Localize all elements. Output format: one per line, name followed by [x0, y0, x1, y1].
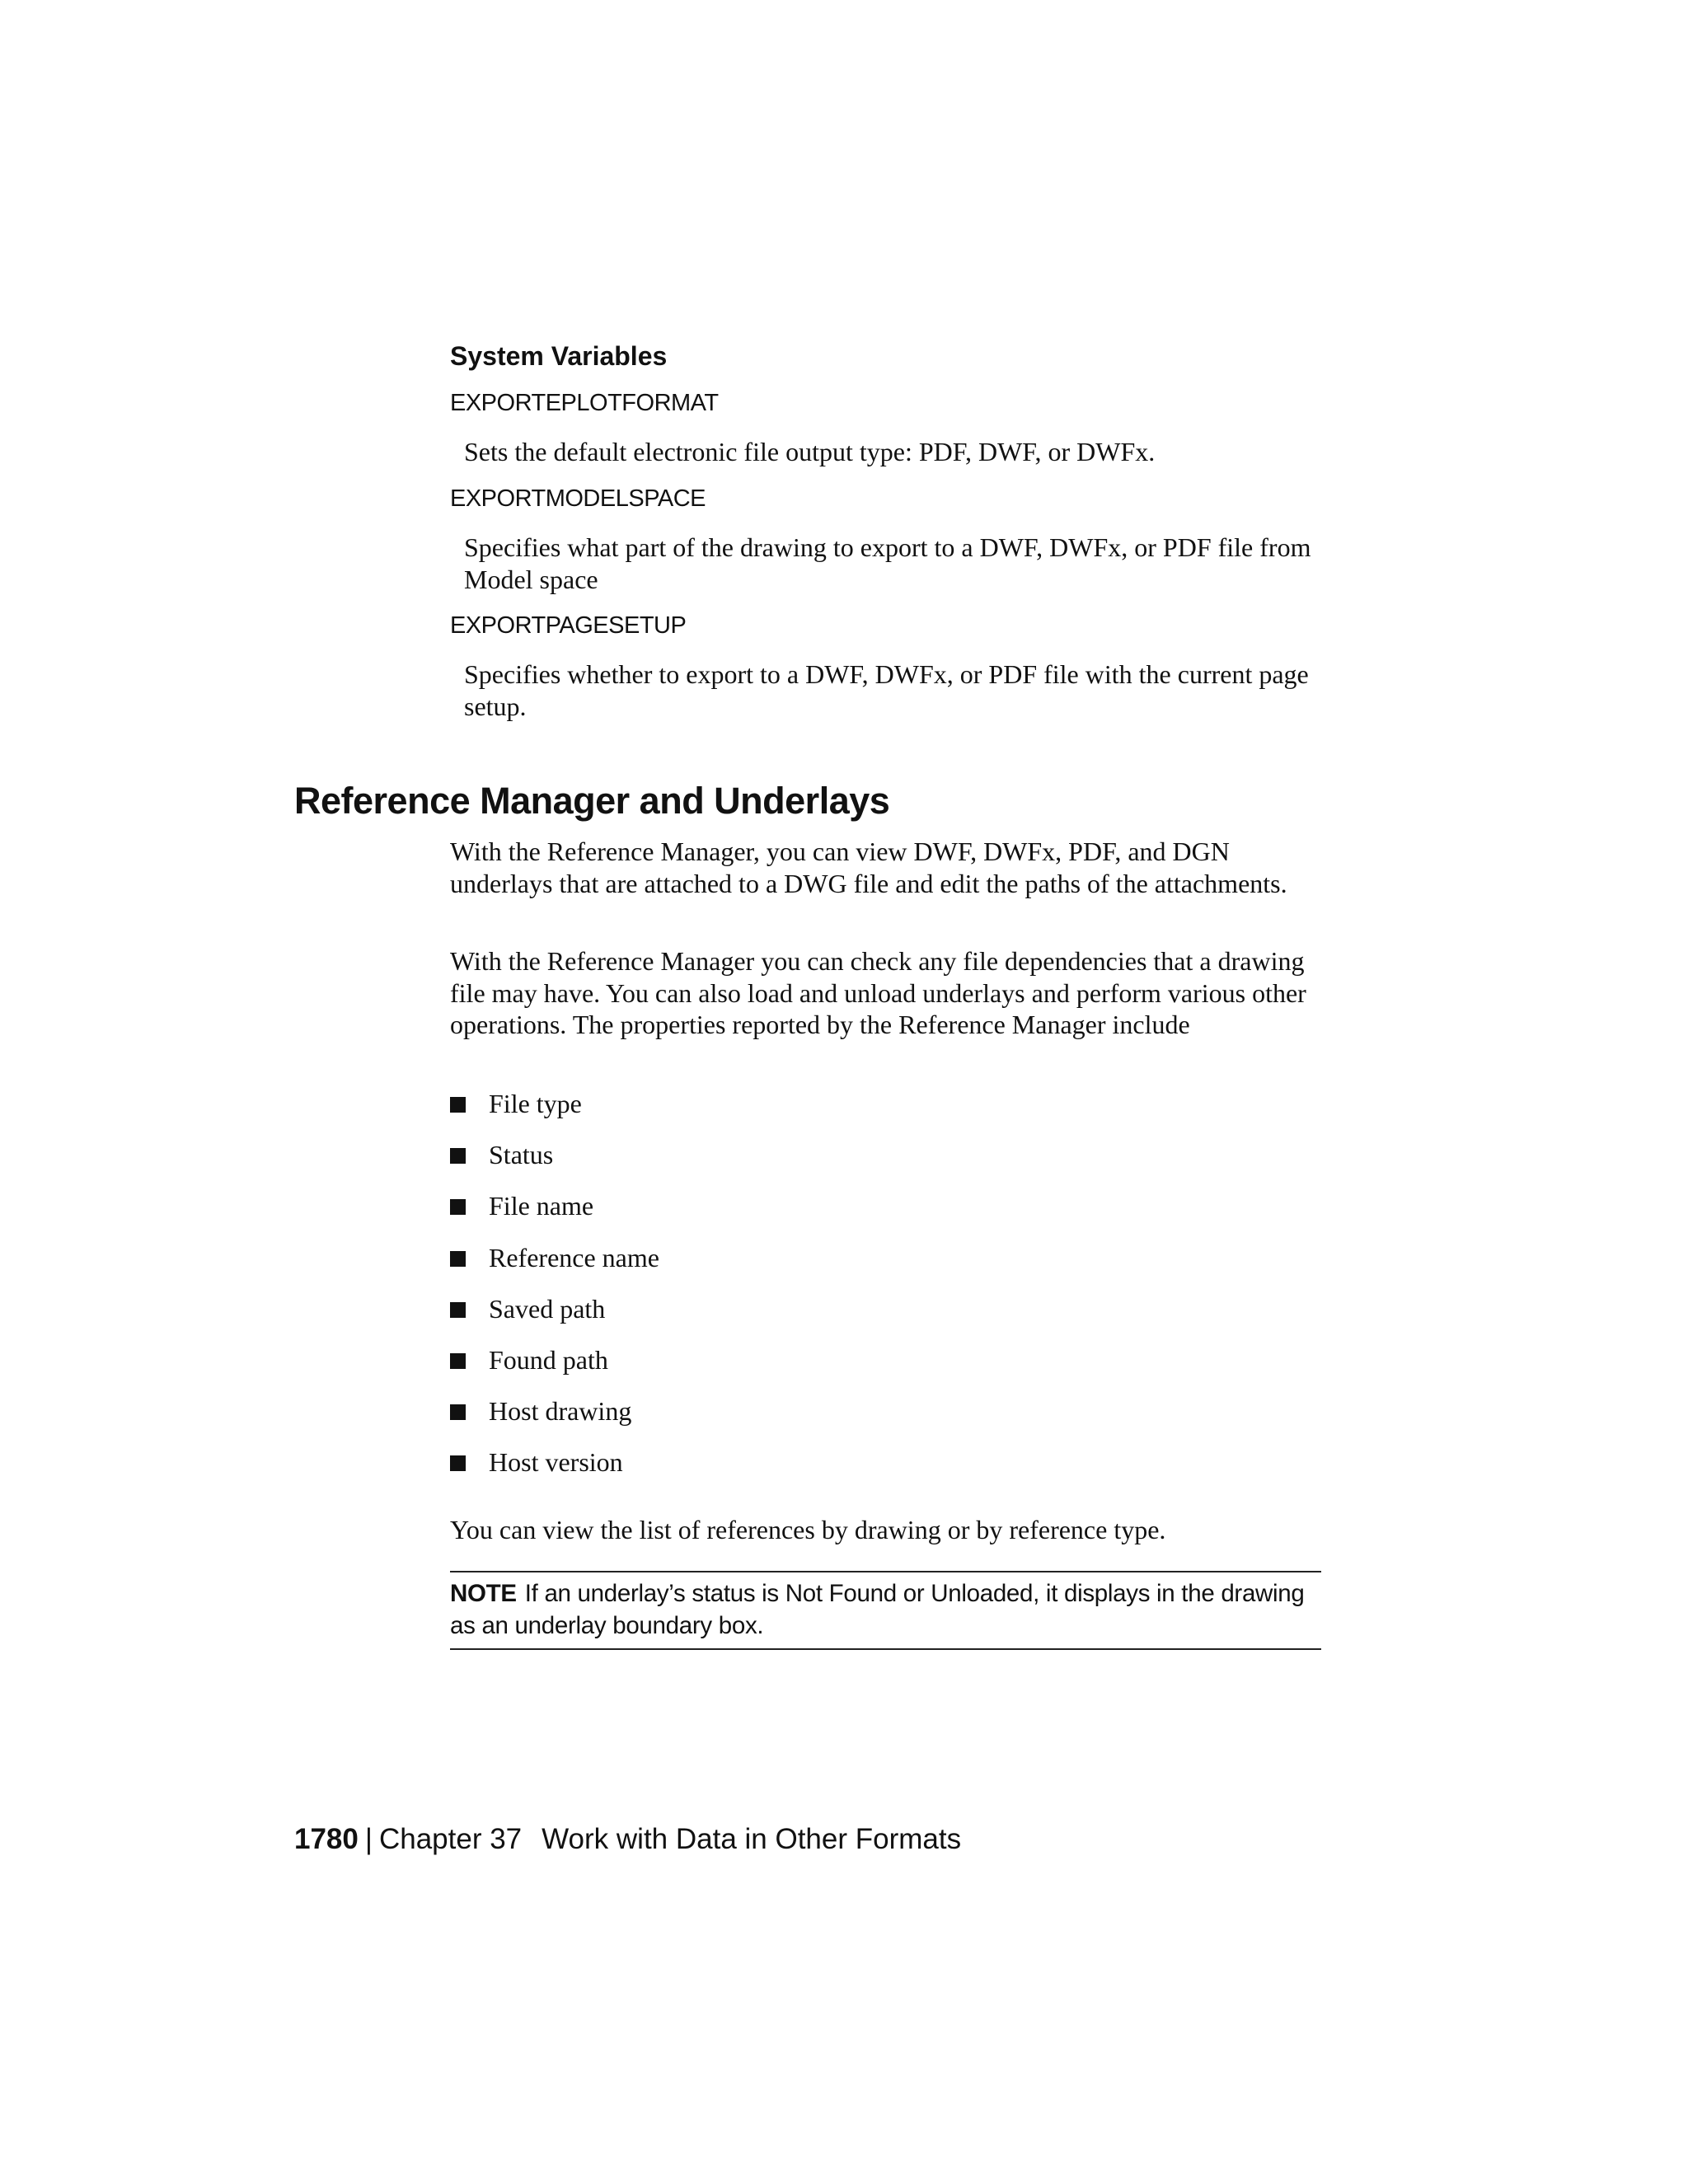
sysvar-description-exportpagesetup: Specifies whether to export to a DWF, DWFx, or PDF file with the current page setup.: [464, 659, 1309, 721]
list-item-text: Found path: [489, 1344, 608, 1375]
square-bullet-icon: [450, 1251, 466, 1267]
sysvar-name-exportmodelspace: EXPORTMODELSPACE: [450, 485, 706, 512]
list-item-text: File type: [489, 1089, 582, 1118]
sysvar-name-exportpagesetup: EXPORTPAGESETUP: [450, 612, 687, 639]
list-item-text: Reference name: [489, 1242, 659, 1272]
footer-separator: |: [364, 1823, 373, 1855]
list-item: [450, 1395, 1274, 1446]
list-item-text: Host drawing: [489, 1396, 632, 1427]
chapter-label: Chapter 37: [378, 1823, 523, 1855]
page-number: 1780: [294, 1823, 359, 1855]
properties-list: [450, 1088, 1274, 1498]
square-bullet-icon: [450, 1302, 466, 1318]
closing-paragraph: You can view the list of references by drawing or by reference type.: [450, 1515, 1166, 1544]
square-bullet-icon: [450, 1353, 466, 1369]
square-bullet-icon: [450, 1199, 466, 1215]
chapter-title: Work with Data in Other Formats: [542, 1823, 962, 1855]
note-content: [450, 1578, 1324, 1642]
list-item-text: Status: [489, 1140, 554, 1170]
list-item: [450, 1344, 1274, 1395]
section-heading: Reference Manager and Underlays: [294, 780, 890, 822]
list-item-text: File name: [489, 1191, 594, 1221]
note-text: If an underlay’s status is Not Found or Unloaded, it displays in the drawing as an underlay boundary box.: [450, 1580, 1305, 1639]
list-item: [450, 1446, 1274, 1497]
sysvar-description-exporteplotformat: Sets the default electronic file output type: PDF, DWF, or DWFx.: [464, 437, 1156, 466]
list-item: [450, 1293, 1274, 1344]
system-variables-heading: System Variables: [450, 341, 668, 371]
sysvar-description-exportmodelspace: Specifies what part of the drawing to export to a DWF, DWFx, or PDF file from Model space: [464, 532, 1311, 594]
square-bullet-icon: [450, 1148, 466, 1164]
square-bullet-icon: [450, 1404, 466, 1420]
square-bullet-icon: [450, 1097, 466, 1113]
list-item: [450, 1139, 1274, 1190]
square-bullet-icon: [450, 1455, 466, 1471]
list-item-text: Host version: [489, 1447, 623, 1478]
dependencies-paragraph: With the Reference Manager you can check any file dependencies that a drawing file may have. You can also load and unload underlays and perform various other operations. The properties reported by the Reference Manager include: [450, 946, 1306, 1039]
intro-paragraph: With the Reference Manager, you can view DWF, DWFx, PDF, and DGN underlays that are attached to a DWG file and edit the paths of the attachments.: [450, 837, 1287, 898]
list-item-text: Saved path: [489, 1293, 606, 1324]
list-item: [450, 1088, 1274, 1139]
list-item: [450, 1190, 1274, 1241]
page-footer: [294, 1821, 961, 1858]
list-item: [450, 1242, 1274, 1293]
note-box: [450, 1571, 1321, 1650]
note-label: NOTE: [450, 1580, 517, 1607]
sysvar-name-exporteplotformat: EXPORTEPLOTFORMAT: [450, 390, 719, 416]
